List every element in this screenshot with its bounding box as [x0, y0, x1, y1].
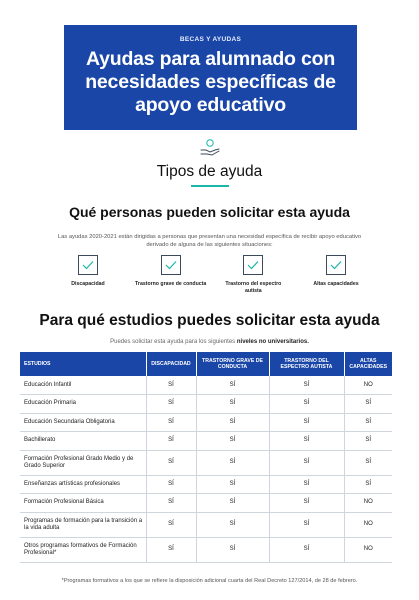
cell: SÍ: [146, 494, 196, 513]
check-icon: [243, 255, 263, 275]
cell: SÍ: [269, 537, 344, 562]
table-row: [20, 376, 392, 395]
card-label: Trastorno grave de conducta: [135, 281, 207, 287]
cell: NO: [344, 537, 392, 562]
intro-text: Puedes solicitar esta ayuda para los siguientes: [110, 339, 237, 345]
card-label: Discapacidad: [71, 281, 105, 287]
card-altas-capacidades: [300, 255, 372, 295]
cell: SÍ: [196, 494, 269, 513]
check-icon: [326, 255, 346, 275]
cell: Formación Profesional Básica: [20, 494, 146, 513]
cell: SÍ: [344, 395, 392, 414]
quien-title: Qué personas pueden solicitar esta ayuda: [69, 204, 350, 220]
cell: SÍ: [196, 450, 269, 475]
cell: Programas de formación para la transición a la vida adulta: [20, 512, 146, 537]
page-title: Ayudas para alumnado con necesidades específicas de apoyo educativo: [85, 48, 336, 116]
cell: Enseñanzas artísticas profesionales: [20, 475, 146, 494]
title-underline: [191, 185, 229, 187]
col-header: TRASTORNO GRAVE DE CONDUCTA: [196, 352, 269, 376]
cell: NO: [344, 494, 392, 513]
tipos-section: [0, 138, 419, 187]
table-header: [20, 352, 392, 376]
cell: Formación Profesional Grado Medio y de Grado Superior: [20, 450, 146, 475]
cell: SÍ: [196, 376, 269, 395]
cell: SÍ: [344, 432, 392, 451]
cell: Otros programas formativos de Formación Profesional*: [20, 537, 146, 562]
table-row: [20, 537, 392, 562]
card-trastorno-conducta: [135, 255, 207, 295]
estudios-table: [20, 352, 392, 563]
card-trastorno-autista: [217, 255, 289, 295]
quien-description: Las ayudas 2020-2021 están dirigidas a personas que presentan una necesidad específica de recibir apoyo educativo derivado de alguna de las siguientes situaciones:: [57, 234, 362, 248]
check-icon: [161, 255, 181, 275]
cell: SÍ: [269, 494, 344, 513]
cell: SÍ: [196, 475, 269, 494]
cell: SÍ: [269, 512, 344, 537]
cell: SÍ: [269, 450, 344, 475]
cell: SÍ: [196, 537, 269, 562]
cell: SÍ: [146, 450, 196, 475]
situation-cards: [52, 255, 372, 295]
cell: Bachillerato: [20, 432, 146, 451]
col-header: ESTUDIOS: [20, 352, 146, 376]
cell: Educación Primaria: [20, 395, 146, 414]
cell: NO: [344, 376, 392, 395]
cell: SÍ: [146, 537, 196, 562]
cell: SÍ: [146, 512, 196, 537]
tipos-title: Tipos de ayuda: [156, 163, 263, 180]
cell: SÍ: [196, 432, 269, 451]
table-row: [20, 395, 392, 414]
footnote: *Programas formativos a los que se refiere la disposición adicional cuarta del Real Decreto 127/2014, de 28 de febrero.: [61, 578, 358, 584]
intro-bold: niveles no universitarios.: [236, 339, 309, 345]
table-row: [20, 413, 392, 432]
quien-section: [0, 204, 419, 249]
cell: SÍ: [269, 413, 344, 432]
cell: SÍ: [146, 395, 196, 414]
cell: SÍ: [269, 432, 344, 451]
hero-banner: [64, 25, 357, 130]
cell: SÍ: [344, 450, 392, 475]
hero-kicker[interactable]: BECAS Y AYUDAS: [179, 36, 242, 43]
col-header: TRASTORNO DEL ESPECTRO AUTISTA: [269, 352, 344, 376]
estudios-section: [0, 312, 419, 345]
cell: Educación Infantil: [20, 376, 146, 395]
cell: SÍ: [269, 475, 344, 494]
cell: Educación Secundaria Obligatoria: [20, 413, 146, 432]
cell: SÍ: [269, 376, 344, 395]
table-row: [20, 494, 392, 513]
card-label: Trastorno del espectro autista: [225, 281, 282, 294]
cell: SÍ: [146, 413, 196, 432]
cell: SÍ: [146, 475, 196, 494]
table-row: [20, 432, 392, 451]
table-row: [20, 512, 392, 537]
table-row: [20, 475, 392, 494]
estudios-title: Para qué estudios puedes solicitar esta ayuda: [39, 312, 380, 329]
estudios-intro: [0, 339, 419, 345]
cell: SÍ: [269, 395, 344, 414]
cell: SÍ: [196, 413, 269, 432]
cell: SÍ: [196, 512, 269, 537]
cell: SÍ: [146, 432, 196, 451]
cell: SÍ: [344, 475, 392, 494]
cell: SÍ: [196, 395, 269, 414]
table-row: [20, 450, 392, 475]
col-header: DISCAPACIDAD: [146, 352, 196, 376]
hand-receiving-icon: [199, 138, 221, 156]
cell: NO: [344, 512, 392, 537]
card-discapacidad: [52, 255, 124, 295]
cell: SÍ: [344, 413, 392, 432]
cell: SÍ: [146, 376, 196, 395]
check-icon: [78, 255, 98, 275]
card-label: Altas capacidades: [313, 281, 359, 287]
col-header: ALTAS CAPACIDADES: [344, 352, 392, 376]
